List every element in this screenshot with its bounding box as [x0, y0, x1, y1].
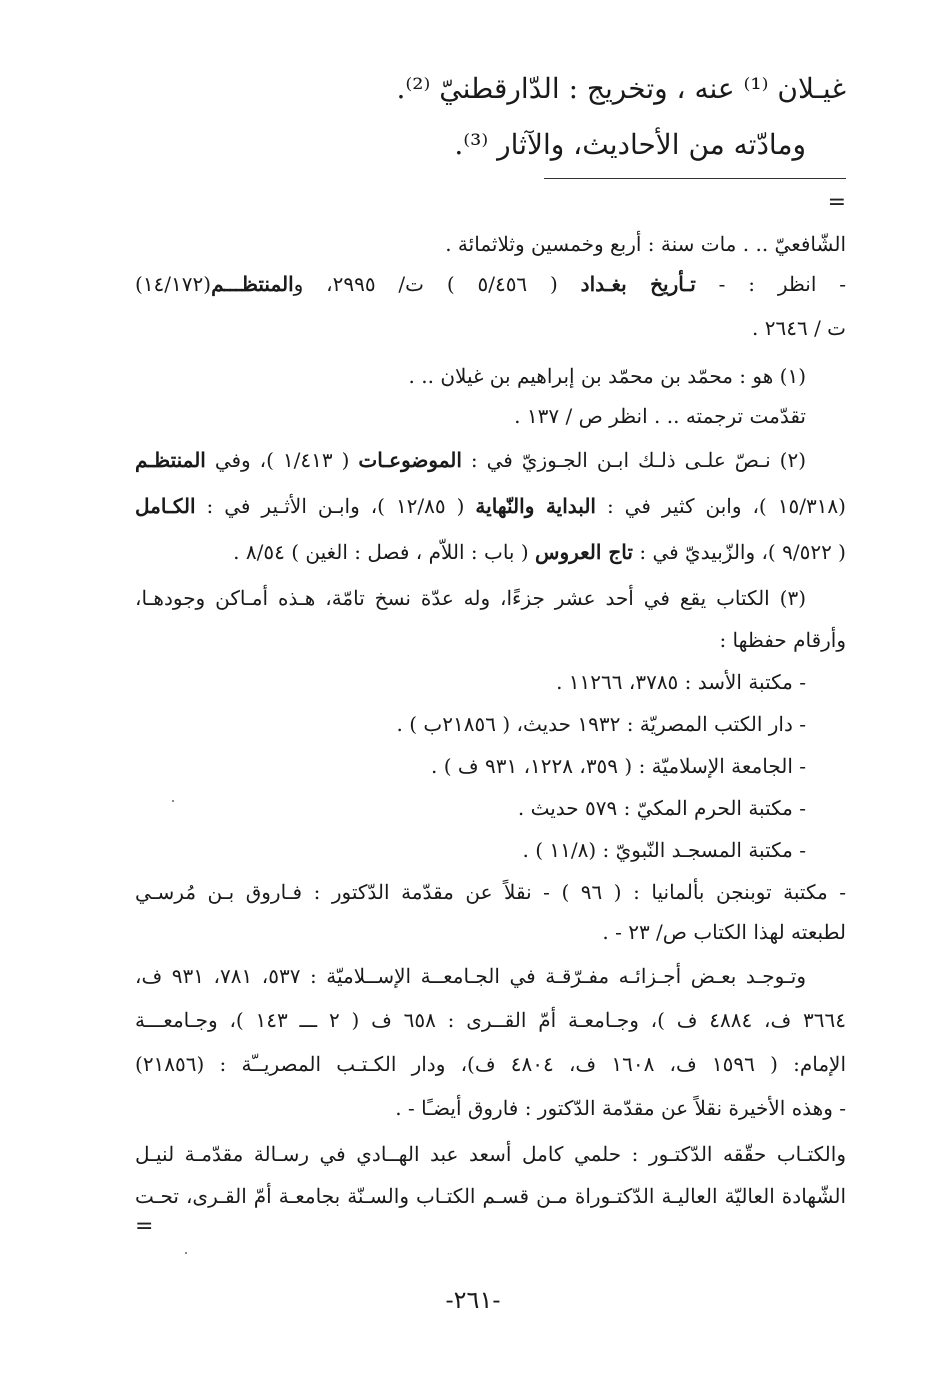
book-title-mawduat: الموضوعـات — [358, 448, 462, 472]
book-title-muntazam: المنتظـــم — [211, 272, 294, 296]
book-title-kamil: الكـامل — [135, 494, 196, 518]
main-text-line-2: ومادّته من الأحاديث، والآثار ⁽³⁾. — [454, 128, 806, 161]
footnote-3-para3-line: والكتـاب حقّقه الدّكتـور : حلمي كامل أسعد عبد الهــادي في رسـالة مقدّمـة لنيـل — [135, 1142, 846, 1166]
footnote-3-intro-2: وأرقام حفظها : — [719, 628, 846, 652]
library-item: - مكتبة المسجـد النّبويّ : (١١/٨ ) . — [522, 838, 806, 862]
book-title-taj-al-arus: تاج العروس — [535, 540, 633, 564]
page-number: -٢٦١- — [445, 1286, 501, 1314]
library-item: - الجامعة الإسلاميّة : ( ٣٥٩، ١٢٢٨، ٩٣١ ف ) . — [431, 754, 806, 778]
footnote-3-para2-line: ٣٦٦٤ ف، ٤٨٨٤ ف )، وجـامعـة أمّ القــرى : ٦٥٨ ف ( ٢ ـــ ١٤٣ )، وجـامعـــة — [135, 1008, 847, 1032]
footnote-1-line-1: (١) هو : محمّد بن محمّد بن إبراهيم بن غيلان .. . — [408, 364, 806, 388]
footnote-3-para2-line: وتـوجـد بعـض أجـزائـه مفـرّقـة في الجـامعــة الإســلاميّة : ٥٣٧، ٧٨١، ٩٣١ ف، — [135, 964, 807, 988]
footnote-3-para2-line: الإمام: ( ١٥٩٦ ف، ١٦٠٨ ف، ٤٨٠٤ ف)، ودار الكـتـب المصريــّة : (٢١٨٥٦) — [135, 1052, 846, 1076]
footnote-2-line-2: (١٥/٣١٨ )، وابن كثير في : البداية والنّهاية ( ١٢/٨٥ )، وابـن الأثـير في : الكـامل — [135, 494, 846, 518]
prev-note-line-3: ت / ٢٦٤٦ . — [752, 316, 846, 340]
scan-speck — [172, 800, 174, 802]
book-title-tarikh-baghdad: تـأريخ بغـداد — [580, 272, 696, 296]
prev-note-line-1: الشّافعيّ .. . مات سنة : أربع وخمسين وثلاثمائة . — [445, 232, 846, 256]
library-item: - مكتبة توبنجن بألمانيا : ( ٩٦ ) - نقلاً عن مقدّمة الدّكتور : فـاروق بـن مُرسـي — [135, 880, 847, 904]
scan-speck — [185, 1252, 187, 1254]
main-text-line-1: غيـلان ⁽¹⁾ عنه ، وتخريج : الدّارقطنيّ ⁽²⁾. — [396, 72, 846, 105]
footnote-1-line-2: تقدّمت ترجمته .. . انظر ص / ١٣٧ . — [514, 404, 806, 428]
footnote-separator — [544, 178, 846, 179]
library-item: - مكتبة الحرم المكيّ : ٥٧٩ حديث . — [517, 796, 806, 820]
footnote-3-para2-line: - وهذه الأخيرة نقلاً عن مقدّمة الدّكتور : فاروق أيضـًا - . — [395, 1096, 846, 1120]
footnote-3-after-items: لطبعته لهذا الكتاب ص/ ٢٣ - . — [602, 920, 846, 944]
book-title-muntazam-2: المنتظـم — [135, 448, 206, 472]
continuation-mark-bottom: = — [135, 1214, 154, 1239]
footnote-3-para3-line: الشّهادة العاليّة العاليـة الدّكتـوراة مـن قسـم الكتـاب والسـنّة بجامعـة أمّ القـرى، تحـت — [135, 1184, 847, 1208]
footnote-2-line-3: ( ٩/٥٢٢ )، والزّبيديّ في : تاج العروس ( باب : اللاّم ، فصل : الغين ) ٨/٥٤ . — [233, 540, 846, 564]
library-item: - مكتبة الأسد : ٣٧٨٥، ١١٢٦٦ . — [556, 670, 806, 694]
footnote-3-intro-1: (٣) الكتاب يقع في أحد عشر جزءًا، وله عدّة نسخ تامّة، هـذه أمـاكن وجودهـا، — [135, 586, 806, 610]
prev-note-line-2: - انظر : - تـأريخ بغـداد ( ٥/٤٥٦ ) ت/ ٢٩٩٥، والمنتظـــم(١٤/١٧٢) — [135, 272, 846, 296]
book-title-bidaya: البداية والنّهاية — [475, 494, 596, 518]
footnote-2-line-1: (٢) نـصّ علـى ذلـك ابـن الجـوزيّ في : الموضوعـات ( ١/٤١٣ )، وفي المنتظـم — [135, 448, 806, 472]
continuation-mark-top: = — [827, 190, 846, 215]
library-item: - دار الكتب المصريّة : ١٩٣٢ حديث، ( ٢١٨٥٦ب ) . — [396, 712, 806, 736]
